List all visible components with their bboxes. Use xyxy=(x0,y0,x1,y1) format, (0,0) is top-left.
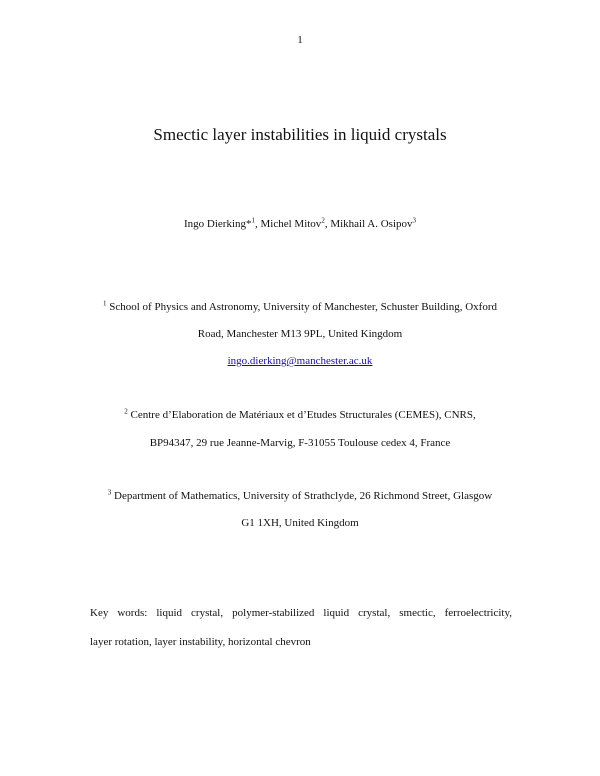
page-number: 1 xyxy=(297,34,303,46)
affiliation-2-line1 xyxy=(0,409,600,421)
email-line xyxy=(0,355,600,367)
keywords-block xyxy=(90,599,512,657)
keywords-line2: layer rotation, layer instability, horizontal chevron xyxy=(90,636,311,648)
affiliation-text: School of Physics and Astronomy, University of Manchester, Schuster Building, Oxford xyxy=(109,301,498,313)
author-name: Ingo Dierking xyxy=(183,218,246,230)
affiliation-sup: 3 xyxy=(107,488,112,497)
affiliation-text: Department of Mathematics, University of Strathclyde, 26 Richmond Street, Glasgow xyxy=(114,490,493,502)
corresponding-author-mark: * xyxy=(246,218,252,230)
author-affiliation-sup: 1 xyxy=(251,216,255,225)
keywords-line1: Key words: liquid crystal, polymer-stabilized liquid crystal, smectic, ferroelectricity, xyxy=(90,607,512,619)
affiliation-2-line2: BP94347, 29 rue Jeanne-Marvig, F-31055 Toulouse cedex 4, France xyxy=(149,437,451,449)
affiliation-text: Centre d’Elaboration de Matériaux et d’Etudes Structurales (CEMES), CNRS, xyxy=(130,409,476,421)
affiliation-1-line1 xyxy=(0,301,600,313)
affiliation-sup: 2 xyxy=(124,407,128,416)
author-email-link[interactable]: ingo.dierking@manchester.ac.uk xyxy=(227,355,373,367)
author-name: Michel Mitov xyxy=(260,218,322,230)
author-affiliation-sup: 3 xyxy=(412,216,417,225)
affiliation-1-line2: Road, Manchester M13 9PL, United Kingdom xyxy=(197,328,403,340)
affiliation-sup: 1 xyxy=(102,299,107,308)
paper-title: Smectic layer instabilities in liquid crystals xyxy=(153,125,447,144)
author-affiliation-sup: 2 xyxy=(321,216,325,225)
affiliation-3-line2: G1 1XH, United Kingdom xyxy=(241,517,359,529)
affiliation-3-line1 xyxy=(0,490,600,502)
author-name: Mikhail A. Osipov xyxy=(330,218,413,230)
author-list: Ingo Dierking*$^1$, Michel Mitov$^2$, Mikhail A. Osipov$^3$ xyxy=(183,216,417,230)
